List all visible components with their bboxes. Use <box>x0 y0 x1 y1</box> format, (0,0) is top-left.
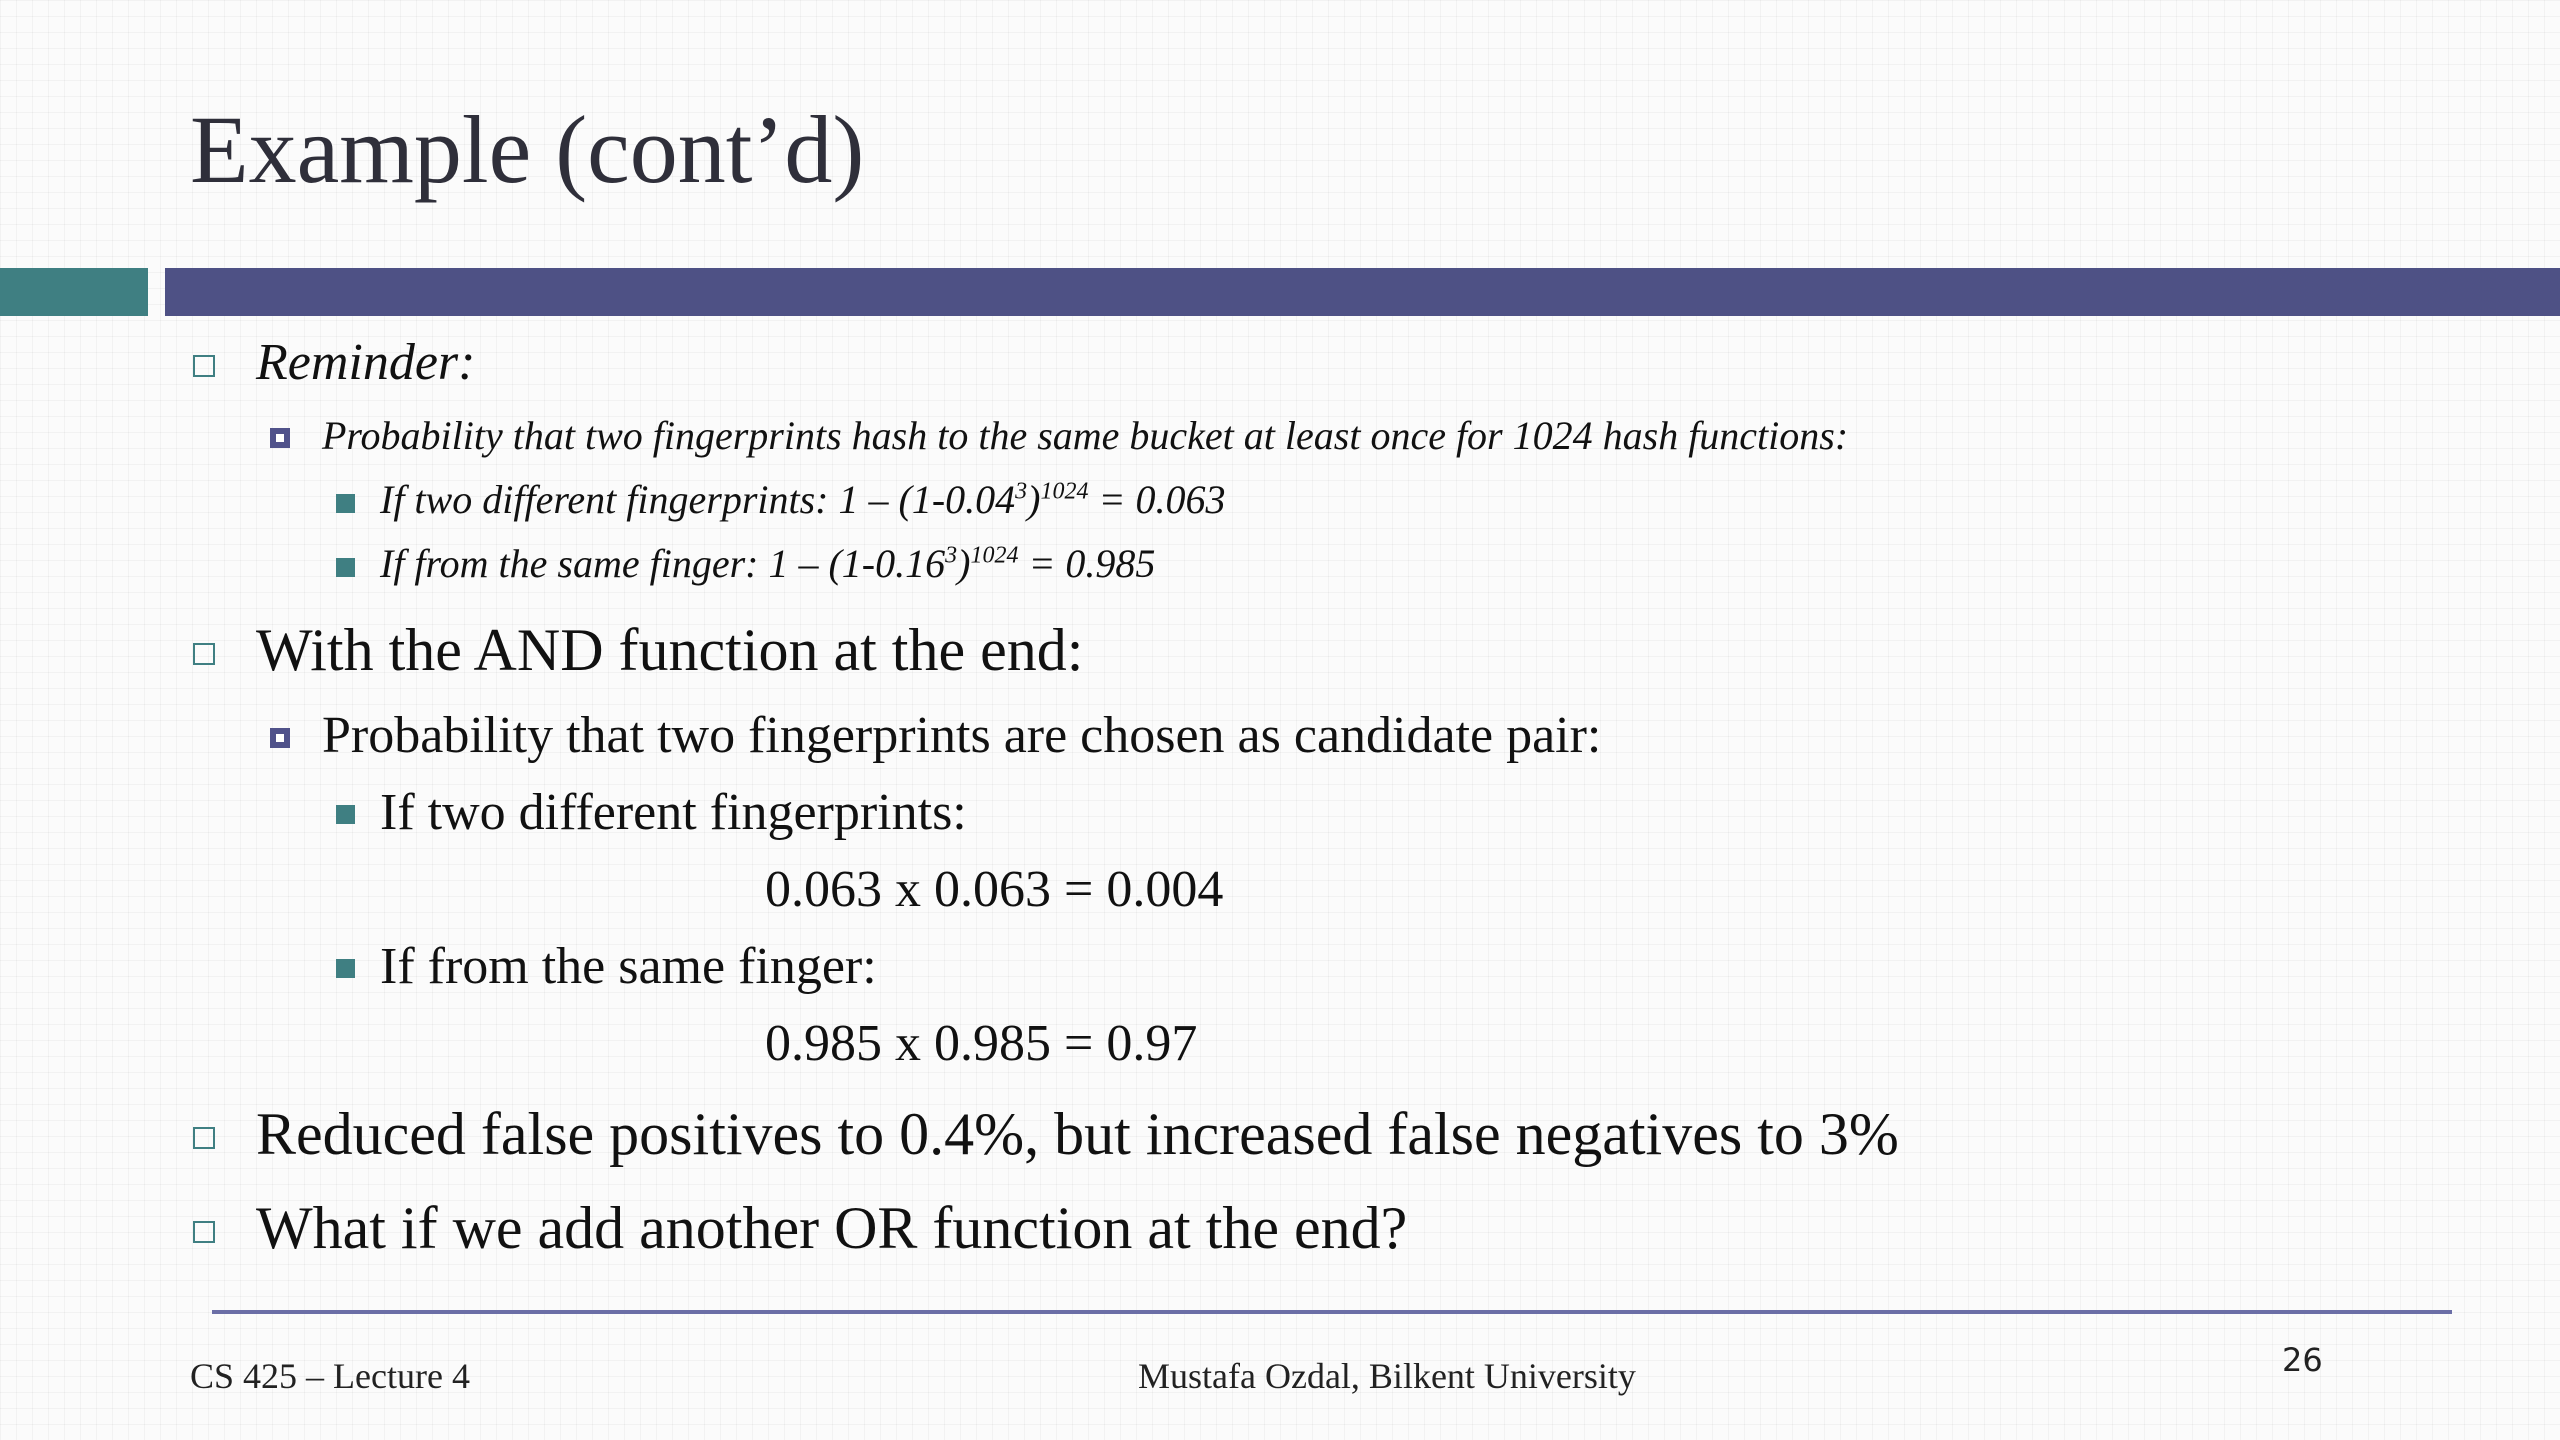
reminder-same-finger: If from the same finger: $1 - (1-0.16^3)^{1024} = 0.985$ <box>380 541 1156 586</box>
candidate-pair-probability-text: Probability that two fingerprints are chosen as candidate pair: <box>322 707 1602 764</box>
reminder-probability-text: Probability that two fingerprints hash to the same bucket at least once for 1024 hash functions: <box>322 413 1849 458</box>
and-different-fingerprints-label: If two different fingerprints: <box>380 784 967 841</box>
reduced-false-positives-text: Reduced false positives to 0.4%, but increased false negatives to 3% <box>256 1101 1899 1167</box>
title-accent-bar <box>0 268 148 316</box>
hollow-square-bullet-icon <box>193 643 215 665</box>
hollow-square-bullet-icon <box>193 1127 215 1149</box>
hollow-square-bullet-icon <box>193 1221 215 1243</box>
footer-divider <box>212 1310 2452 1314</box>
and-function-heading: With the AND function at the end: <box>256 617 1084 683</box>
or-function-question: What if we add another OR function at the end? <box>256 1195 1408 1261</box>
footer-course: CS 425 – Lecture 4 <box>190 1356 470 1396</box>
and-same-finger-label: If from the same finger: <box>380 938 877 995</box>
framed-square-bullet-icon <box>270 728 290 748</box>
filled-square-bullet-icon <box>336 805 355 824</box>
hollow-square-bullet-icon <box>193 355 215 377</box>
title-divider-bar <box>165 268 2560 316</box>
framed-square-bullet-icon <box>270 428 290 448</box>
filled-square-bullet-icon <box>336 959 355 978</box>
page-number: 26 <box>2282 1341 2323 1379</box>
filled-square-bullet-icon <box>336 558 355 577</box>
filled-square-bullet-icon <box>336 494 355 513</box>
and-same-finger-formula: 0.985 x 0.985 = 0.97 <box>765 1015 1198 1072</box>
slide-title: Example (cont’d) <box>190 96 865 203</box>
footer-author: Mustafa Ozdal, Bilkent University <box>1138 1356 1636 1396</box>
and-different-fingerprints-formula: 0.063 x 0.063 = 0.004 <box>765 861 1224 918</box>
reminder-label: Reminder: <box>256 334 476 391</box>
reminder-different-fingerprints: If two different fingerprints: $1 - (1-0.04^3)^{1024} = 0.063$ <box>380 477 1226 522</box>
